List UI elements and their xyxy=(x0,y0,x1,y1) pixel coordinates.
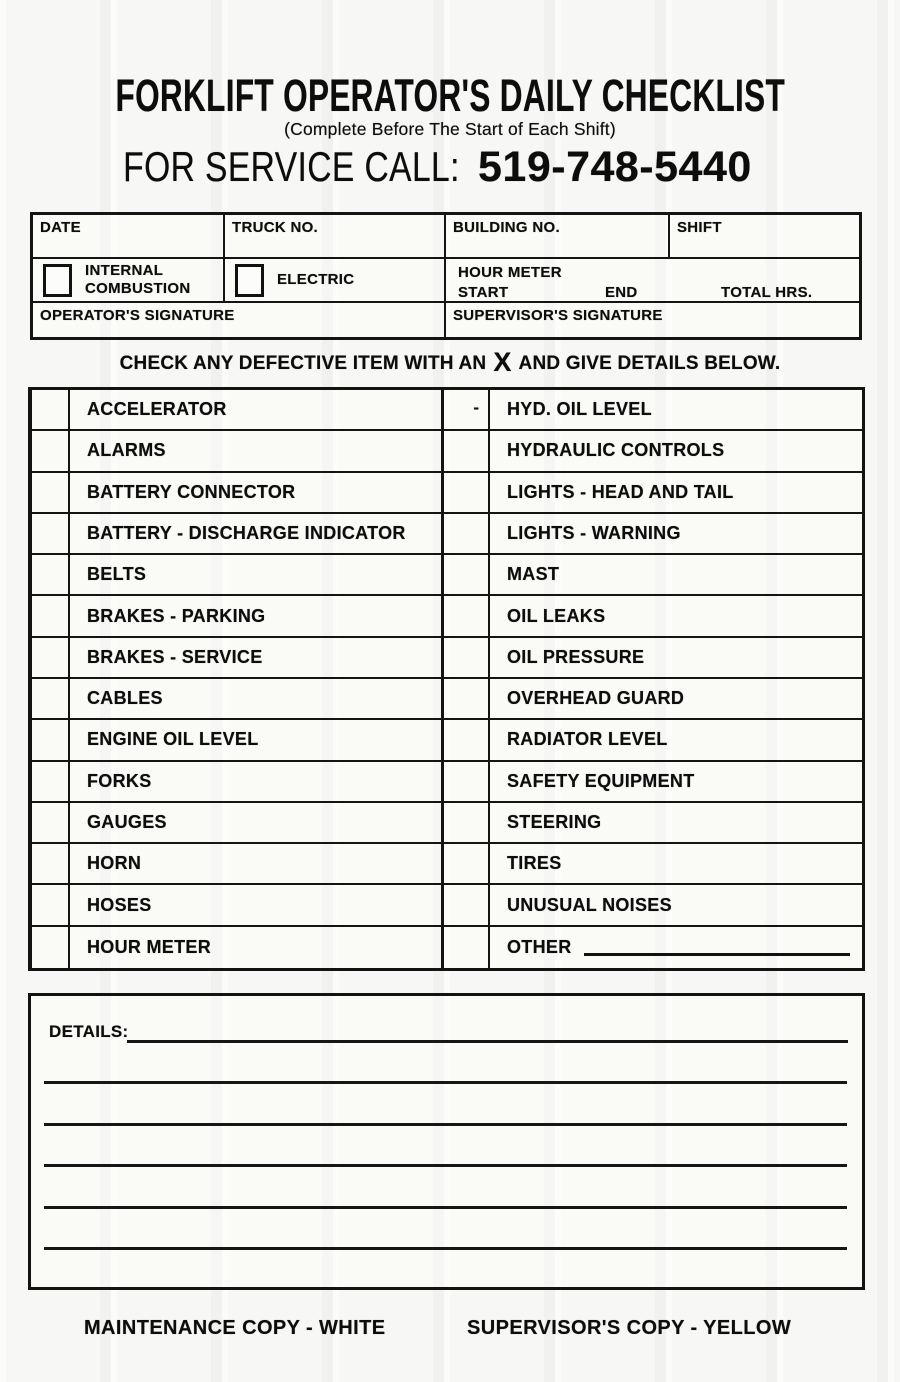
checklist-item-right xyxy=(490,844,862,885)
defect-checkbox-left xyxy=(32,473,70,514)
defect-checkbox-left xyxy=(32,844,70,885)
electric-option xyxy=(225,259,446,303)
checklist-item-label: OTHER xyxy=(507,936,572,957)
form-header xyxy=(0,72,900,120)
details-blank-line xyxy=(44,1123,847,1126)
defect-checkbox-right xyxy=(444,596,490,637)
defect-checkbox-right xyxy=(444,762,490,803)
defect-checkbox-right xyxy=(444,473,490,514)
defect-checkbox-right xyxy=(444,885,490,926)
checklist-item-label: HYD. OIL LEVEL xyxy=(507,399,652,420)
defect-checkbox-left xyxy=(32,720,70,761)
defect-checkbox-left xyxy=(32,390,70,431)
details-blank-line xyxy=(44,1206,847,1209)
shift-field xyxy=(670,215,859,259)
defect-checkbox-right xyxy=(444,431,490,472)
checklist-item-label: CABLES xyxy=(87,688,163,709)
defect-checkbox-right xyxy=(444,844,490,885)
building-no-field xyxy=(446,215,670,259)
checklist-item-right xyxy=(490,803,862,844)
checklist-item-label: OIL LEAKS xyxy=(507,605,606,626)
checklist-item-label: STEERING xyxy=(507,811,602,832)
hour-meter-label: HOUR METER xyxy=(458,264,562,281)
instruction-after: AND GIVE DETAILS BELOW. xyxy=(518,353,781,374)
checklist-item-label: GAUGES xyxy=(87,811,167,832)
checklist-item-label: LIGHTS - WARNING xyxy=(507,522,681,543)
checklist-item-label: ENGINE OIL LEVEL xyxy=(87,729,259,750)
hour-meter-start-label: START xyxy=(458,284,509,301)
checklist-item-left xyxy=(70,679,444,720)
internal-combustion-label: INTERNAL COMBUSTION xyxy=(85,262,191,297)
stray-scan-mark: - xyxy=(473,398,479,417)
hour-meter-total-label: TOTAL HRS. xyxy=(721,284,813,301)
checklist-item-label: UNUSUAL NOISES xyxy=(507,894,672,915)
checklist-item-left xyxy=(70,390,444,431)
details-box xyxy=(28,993,865,1290)
truck-no-label: TRUCK NO. xyxy=(232,219,319,236)
defect-checkbox-right xyxy=(444,679,490,720)
defect-checkbox-left xyxy=(32,431,70,472)
defect-checkbox-left xyxy=(32,927,70,968)
hour-meter-field xyxy=(446,259,859,303)
checklist-item-label: OIL PRESSURE xyxy=(507,646,645,667)
service-call-label: FOR SERVICE CALL: xyxy=(123,143,460,190)
service-phone-number: 519-748-5440 xyxy=(478,143,752,191)
checklist-item-label: TIRES xyxy=(507,853,562,874)
details-blank-line xyxy=(44,1081,847,1084)
checklist-table xyxy=(28,387,865,971)
operator-signature-field xyxy=(33,303,446,337)
defect-checkbox-right xyxy=(444,638,490,679)
instruction-line xyxy=(0,347,900,378)
checklist-item-right xyxy=(490,679,862,720)
date-field xyxy=(33,215,225,259)
defect-checkbox-left xyxy=(32,885,70,926)
details-blank-line xyxy=(44,1247,847,1250)
supervisor-copy-note: SUPERVISOR'S COPY - YELLOW xyxy=(467,1317,792,1339)
checklist-item-right xyxy=(490,927,862,968)
checklist-item-label: HORN xyxy=(87,853,142,874)
checklist-item-right xyxy=(490,431,862,472)
defect-checkbox-left xyxy=(32,596,70,637)
defect-checkbox-right xyxy=(444,555,490,596)
defect-checkbox-right xyxy=(444,803,490,844)
service-call-line xyxy=(0,141,900,193)
checklist-item-label: MAST xyxy=(507,564,560,585)
checklist-item-right xyxy=(490,514,862,555)
checklist-item-right xyxy=(490,596,862,637)
internal-combustion-checkbox xyxy=(43,264,72,297)
checklist-item-label: BATTERY CONNECTOR xyxy=(87,481,296,502)
checklist-item-label: ALARMS xyxy=(87,440,166,461)
defect-checkbox-right xyxy=(444,514,490,555)
details-first-line xyxy=(127,1040,848,1043)
building-no-label: BUILDING NO. xyxy=(453,219,560,236)
checklist-item-left xyxy=(70,885,444,926)
supervisor-signature-field xyxy=(446,303,859,337)
checklist-item-label: BRAKES - SERVICE xyxy=(87,646,263,667)
defect-checkbox-left xyxy=(32,803,70,844)
checklist-item-right xyxy=(490,720,862,761)
info-table xyxy=(30,212,862,340)
details-label: DETAILS: xyxy=(49,1022,129,1041)
defect-checkbox-left xyxy=(32,555,70,596)
checklist-item-left xyxy=(70,514,444,555)
supervisor-signature-label: SUPERVISOR'S SIGNATURE xyxy=(453,307,663,324)
checklist-item-right xyxy=(490,762,862,803)
checklist-item-label: BATTERY - DISCHARGE INDICATOR xyxy=(87,522,406,543)
truck-no-field xyxy=(225,215,446,259)
checklist-item-label: HOUR METER xyxy=(87,936,211,957)
defect-checkbox-right xyxy=(444,390,490,431)
date-label: DATE xyxy=(40,219,81,236)
details-blank-line xyxy=(44,1164,847,1167)
checklist-item-label: HOSES xyxy=(87,894,152,915)
checklist-item-label: SAFETY EQUIPMENT xyxy=(507,770,695,791)
checklist-item-left xyxy=(70,720,444,761)
hour-meter-end-label: END xyxy=(605,284,638,301)
defect-checkbox-left xyxy=(32,762,70,803)
checklist-item-label: FORKS xyxy=(87,770,152,791)
page-subtitle: (Complete Before The Start of Each Shift) xyxy=(284,119,616,139)
other-fill-line xyxy=(584,938,851,956)
checklist-item-right xyxy=(490,638,862,679)
checklist-item-label: OVERHEAD GUARD xyxy=(507,688,685,709)
defect-checkbox-left xyxy=(32,514,70,555)
electric-label: ELECTRIC xyxy=(277,271,355,288)
maintenance-copy-note: MAINTENANCE COPY - WHITE xyxy=(84,1317,386,1339)
checklist-item-left xyxy=(70,927,444,968)
checklist-item-left xyxy=(70,473,444,514)
checklist-item-label: ACCELERATOR xyxy=(87,399,227,420)
checklist-item-left xyxy=(70,638,444,679)
internal-combustion-option xyxy=(33,259,225,303)
page-title: FORKLIFT OPERATOR'S DAILY CHECKLIST xyxy=(115,70,785,121)
defect-checkbox-right xyxy=(444,720,490,761)
shift-label: SHIFT xyxy=(677,219,722,236)
defect-checkbox-left xyxy=(32,638,70,679)
instruction-before: CHECK ANY DEFECTIVE ITEM WITH AN xyxy=(119,353,487,374)
checklist-item-label: HYDRAULIC CONTROLS xyxy=(507,440,725,461)
checklist-item-left xyxy=(70,555,444,596)
checklist-item-right xyxy=(490,555,862,596)
defect-checkbox-right xyxy=(444,927,490,968)
checklist-item-left xyxy=(70,762,444,803)
checklist-item-left xyxy=(70,844,444,885)
checklist-item-label: BELTS xyxy=(87,564,147,585)
checklist-item-label: LIGHTS - HEAD AND TAIL xyxy=(507,481,734,502)
checklist-item-right xyxy=(490,885,862,926)
checklist-item-label: RADIATOR LEVEL xyxy=(507,729,668,750)
instruction-x-mark: X xyxy=(493,347,512,377)
checklist-item-left xyxy=(70,431,444,472)
defect-checkbox-left xyxy=(32,679,70,720)
checklist-item-left xyxy=(70,803,444,844)
electric-checkbox xyxy=(235,264,264,297)
checklist-item-right xyxy=(490,473,862,514)
checklist-item-left xyxy=(70,596,444,637)
operator-signature-label: OPERATOR'S SIGNATURE xyxy=(40,307,235,324)
checklist-item-right xyxy=(490,390,862,431)
checklist-item-label: BRAKES - PARKING xyxy=(87,605,266,626)
